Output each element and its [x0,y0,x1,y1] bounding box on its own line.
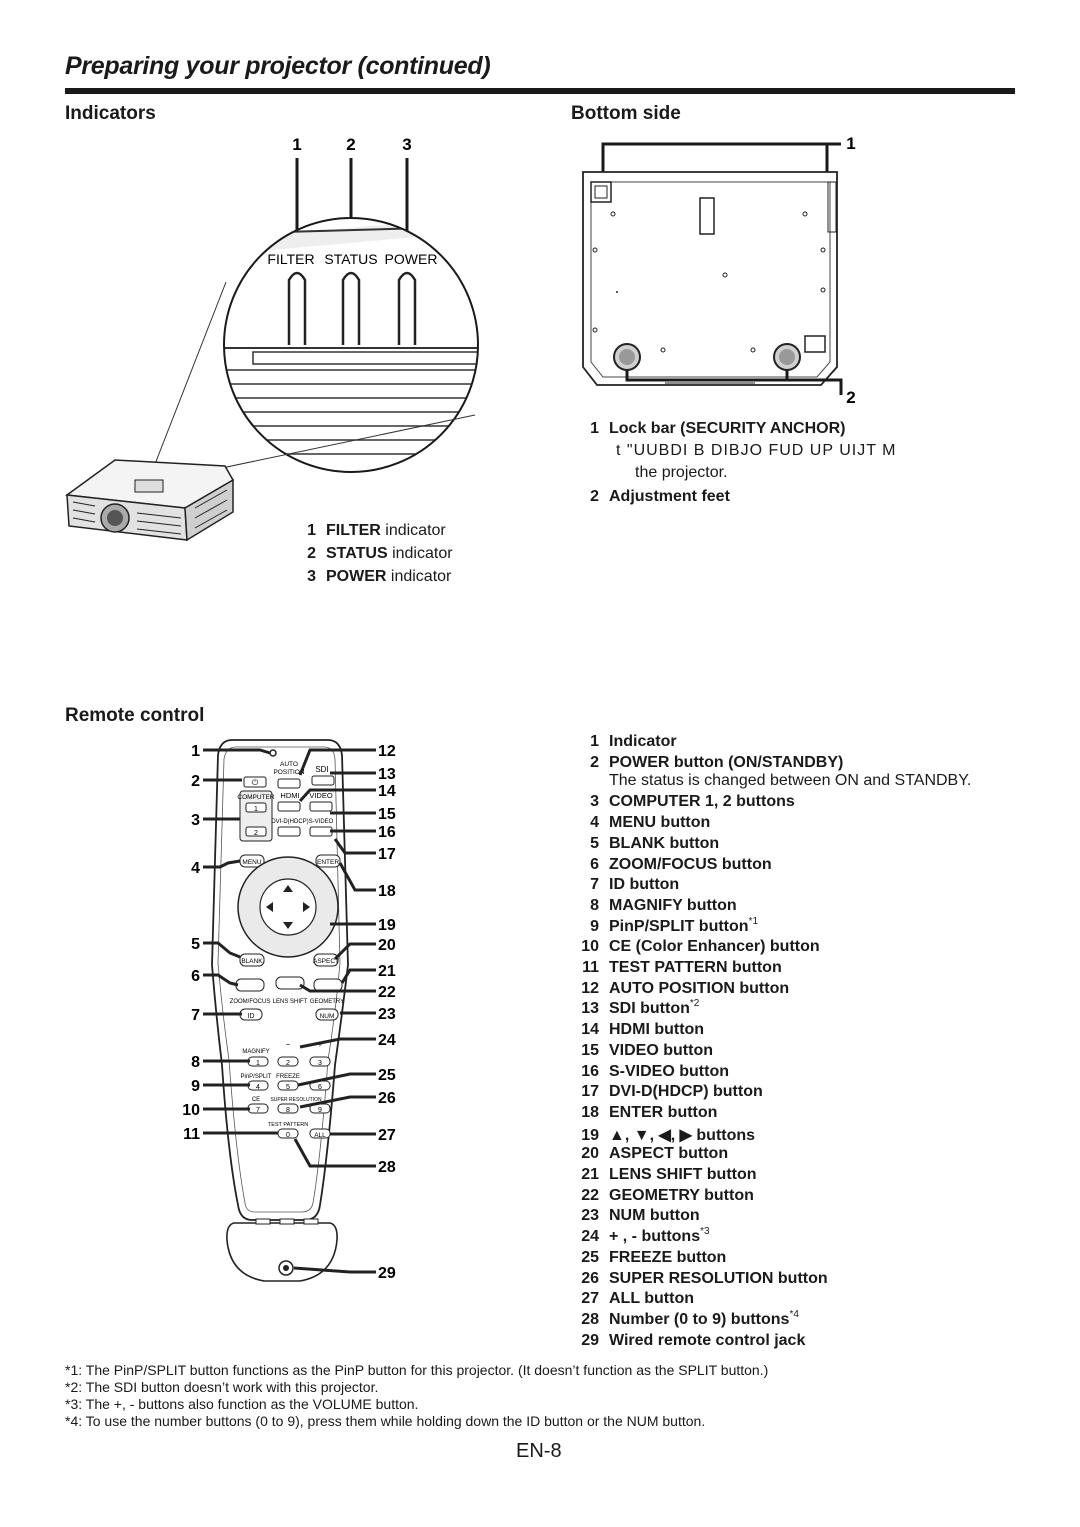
remote-callout-21: 21 [378,963,396,980]
remote-callout-19: 19 [378,917,396,934]
footnote-3: *3: The +, - buttons also function as the VOLUME button. [65,1396,419,1412]
digit-5[interactable]: 5 [286,1084,290,1091]
page-number: EN-8 [516,1440,562,1462]
list-item: 8 MAGNIFY button [590,896,737,914]
lock-bar-desc-1: t "UUBDI B DIBJO FUD UP UIJT M [616,442,897,459]
list-item: 4 MENU button [590,814,711,832]
digit-6[interactable]: 6 [318,1084,322,1091]
list-item: 26 SUPER RESOLUTION button [581,1269,828,1287]
list-item: 28 Number (0 to 9) buttons$^{*4}$ [581,1308,799,1328]
indicators-list [292,522,512,597]
remote-callout-28: 28 [378,1159,396,1176]
remote-callout-24: 24 [378,1032,396,1049]
footnote-4: *4: To use the number buttons (0 to 9), press them while holding down the ID button or the NUM button. [65,1413,706,1429]
remote-callout-25: 25 [378,1067,396,1084]
remote-callout-10: 10 [182,1102,200,1119]
list-item: 16 S-VIDEO button [581,1062,729,1080]
list-item: 17 DVI-D(HDCP) button [581,1083,763,1101]
indicators-heading: Indicators [65,103,156,124]
remote-heading: Remote control [65,705,205,726]
list-item: 1 FILTER indicator [307,522,446,539]
remote-callout-17: 17 [378,846,396,863]
computer-1-key[interactable]: 1 [254,806,258,813]
remote-callout-1: 1 [191,743,200,760]
digit-0[interactable]: 0 [286,1132,290,1139]
list-item: 9 PinP/SPLIT button$^{*1}$ [590,915,758,935]
footnote-2: *2: The SDI button doesn’t work with this projector. [65,1379,379,1395]
digit-3[interactable]: 3 [318,1060,322,1067]
list-item: 19 ▲, ▼, ◀, ▶ buttons [581,1126,756,1144]
plus-label: + [317,1040,323,1049]
bottom-side-heading: Bottom side [571,103,681,124]
list-item: 2 Adjustment feet [590,488,730,505]
remote-callout-22: 22 [378,984,396,1001]
remote-callout-29: 29 [378,1265,396,1282]
pinp-split-label: PinP/SPLIT [240,1074,272,1080]
remote-button-list [575,733,1075,1353]
panel-label-filter: FILTER [267,251,315,267]
aspect-label: ASPECT [312,958,340,965]
digit-9[interactable]: 9 [318,1107,322,1114]
remote-callout-9: 9 [191,1078,200,1095]
lens-shift-label: LENS SHIFT [272,999,308,1005]
digit-8[interactable]: 8 [286,1107,290,1114]
remote-callout-4: 4 [191,860,200,877]
digit-7[interactable]: 7 [256,1107,260,1114]
list-item: 7 ID button [590,876,680,894]
bottom-callout-1: 1 [846,134,856,153]
magnify-label: MAGNIFY [242,1049,270,1055]
bottom-side-list [575,420,1080,510]
remote-callout-23: 23 [378,1006,396,1023]
list-item: 29 Wired remote control jack [581,1331,806,1349]
projector-drawing [67,460,233,540]
list-item: 24 + , - buttons$^{*3}$ [581,1226,710,1246]
all-label: ALL [314,1132,326,1139]
remote-callout-12: 12 [378,743,396,760]
bottom-callout-2: 2 [846,388,856,407]
list-item: 21 LENS SHIFT button [581,1166,757,1183]
digit-2[interactable]: 2 [286,1060,290,1067]
super-resolution-label: SUPER RESOLUTION [270,1097,322,1103]
id-label: ID [247,1013,255,1020]
list-item: 15 VIDEO button [581,1041,713,1059]
sdi-label: SDI [315,765,329,774]
list-item: 13 SDI button$^{*2}$ [581,998,700,1018]
panel-label-status: STATUS [324,251,378,267]
list-item: 3 COMPUTER 1, 2 buttons [590,793,795,811]
remote-callout-15: 15 [378,806,396,823]
list-item: 23 NUM button [581,1207,700,1225]
list-item: 14 HDMI button [581,1021,705,1039]
list-item: 10 CE (Color Enhancer) button [581,938,820,956]
enter-label: ENTER [316,859,340,866]
list-item: 25 FREEZE button [581,1248,727,1266]
remote-callout-5: 5 [191,936,200,953]
remote-callout-6: 6 [191,968,200,985]
list-item: 1 Indicator [590,733,677,750]
num-label: NUM [319,1013,335,1020]
digit-1[interactable]: 1 [256,1060,260,1067]
remote-callout-11: 11 [183,1126,200,1143]
remote-callout-2: 2 [191,773,200,790]
list-item: 6 ZOOM/FOCUS button [590,855,772,873]
indicator-callout-1: 1 [292,135,302,154]
list-item-desc: The status is changed between ON and STANDBY. [609,772,972,790]
remote-callout-27: 27 [378,1127,396,1144]
hdmi-label: HDMI [280,791,300,800]
list-item: 11 TEST PATTERN button [582,959,782,976]
remote-illustration [170,735,410,1310]
computer-2-key[interactable]: 2 [254,830,258,837]
lock-bar-desc-2: the projector. [635,464,728,481]
geometry-label: GEOMETRY [309,999,345,1005]
auto-position-label: AUTO POSITION [273,761,305,776]
computer-label: COMPUTER [237,794,275,801]
remote-callout-18: 18 [378,883,396,900]
remote-callout-7: 7 [191,1007,200,1024]
list-item: 20 ASPECT button [581,1145,729,1163]
indicators-illustration [55,130,485,550]
list-item: 1 Lock bar (SECURITY ANCHOR) [590,420,846,437]
power-icon: ⏻ [251,778,259,787]
page-title: Preparing your projector (continued) [65,52,491,80]
freeze-label: FREEZE [276,1074,300,1080]
blank-label: BLANK [241,958,263,965]
digit-4[interactable]: 4 [256,1084,260,1091]
svideo-label: S-VIDEO [308,819,334,825]
list-item: 18 ENTER button [581,1103,718,1121]
dvi-label: DVI-D(HDCP) [271,819,309,825]
indicator-callout-3: 3 [402,135,412,154]
footnote-1: *1: The PinP/SPLIT button functions as the PinP button for this projector. (It doesn’t function as the SPLIT button.) [65,1362,769,1378]
panel-label-power: POWER [384,251,438,267]
menu-label: MENU [242,859,262,866]
remote-callout-20: 20 [378,937,396,954]
title-rule [65,88,1015,94]
remote-callout-16: 16 [378,824,396,841]
video-label: VIDEO [309,791,333,800]
remote-callout-3: 3 [191,812,200,829]
list-item: 27 ALL button [581,1290,695,1308]
list-item: 22 GEOMETRY button [581,1186,754,1204]
indicator-callout-2: 2 [346,135,356,154]
test-pattern-label: TEST PATTERN [267,1122,309,1128]
list-item: 12 AUTO POSITION button [581,979,790,997]
list-item: 2 STATUS indicator [307,545,453,562]
zoom-focus-label: ZOOM/FOCUS [229,999,271,1005]
remote-callout-8: 8 [191,1054,200,1071]
remote-callout-14: 14 [378,783,396,800]
list-item: 2 POWER button (ON/STANDBY) [590,753,844,771]
ce-label: CE [251,1097,261,1103]
list-item: 3 POWER indicator [307,568,452,585]
bottom-side-illustration [575,130,875,415]
remote-callout-13: 13 [378,766,396,783]
minus-label: − [285,1040,291,1049]
list-item: 5 BLANK button [590,834,720,852]
remote-callout-26: 26 [378,1090,396,1107]
